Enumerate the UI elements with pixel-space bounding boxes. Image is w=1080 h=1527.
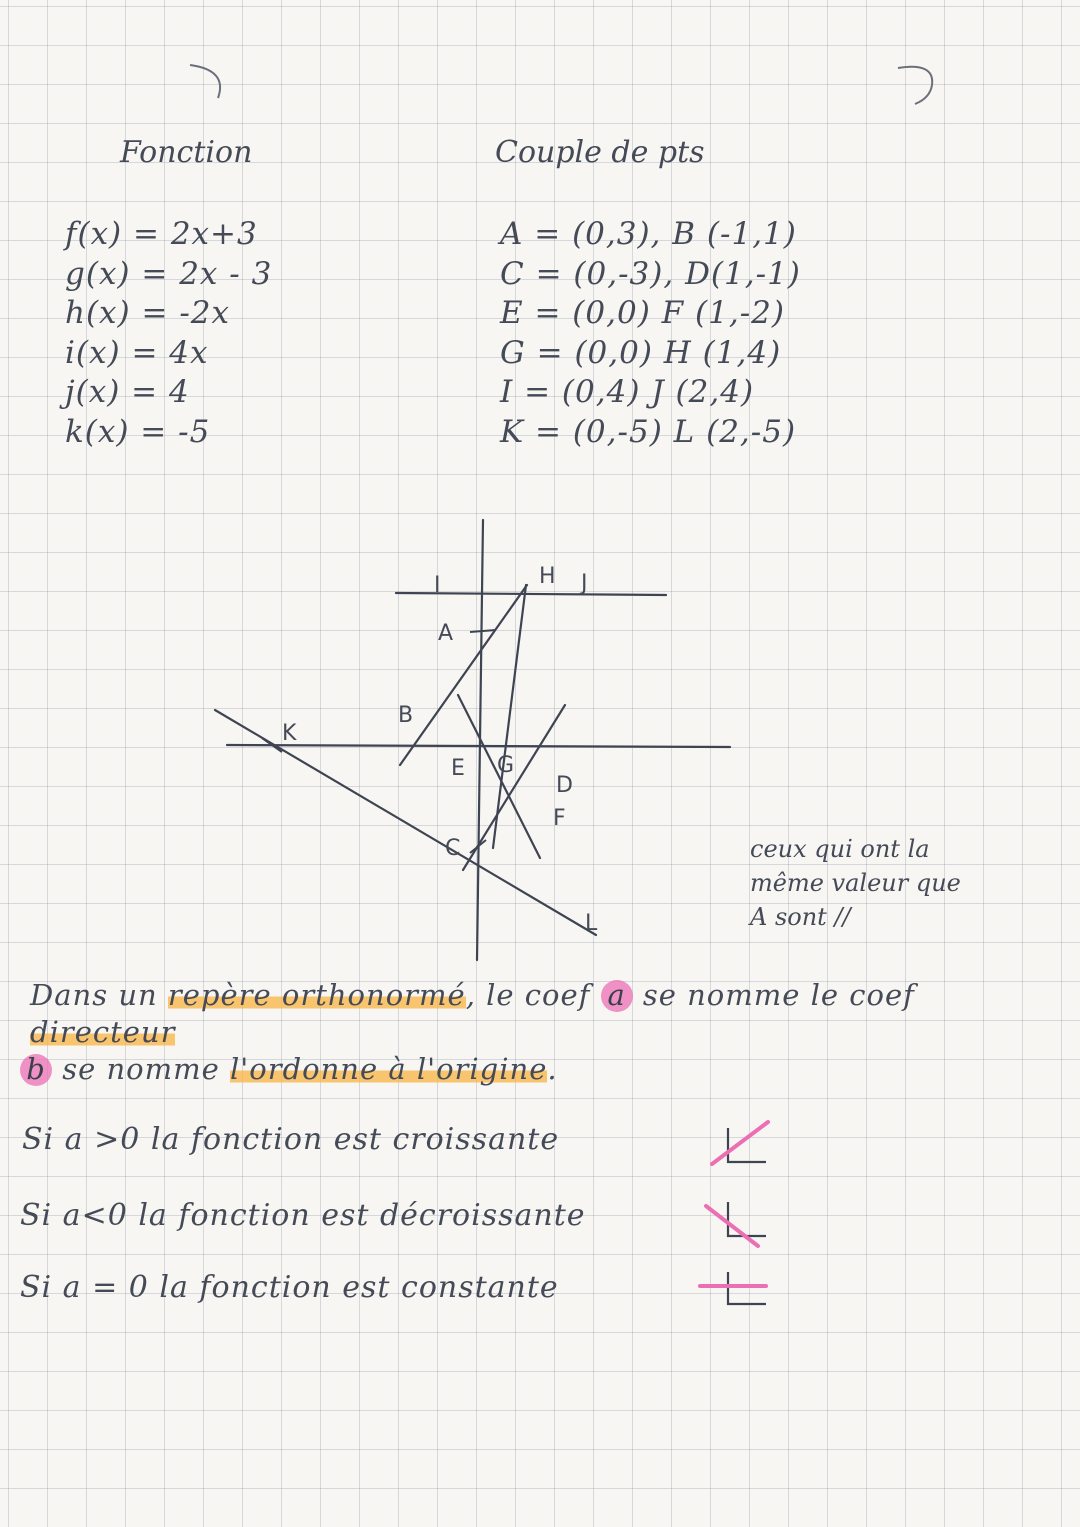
text: se nomme: [62, 1052, 220, 1086]
x-axis: [227, 745, 730, 747]
function-item: i(x) = 4x: [65, 334, 209, 371]
slope-sketch-increasing: [712, 1122, 768, 1164]
pair-item: I = (0,4) J (2,4): [500, 374, 755, 410]
pair-item: E = (0,0) F (1,-2): [500, 295, 785, 331]
function-item: h(x) = -2x: [65, 295, 230, 331]
function-item: k(x) = -5: [65, 413, 211, 450]
label-b: B: [398, 703, 414, 728]
text: .: [547, 1052, 558, 1086]
label-l: L: [585, 911, 598, 936]
label-g: G: [497, 753, 515, 778]
function-item: j(x) = 4: [65, 374, 190, 410]
highlight-ordonnee: l'ordonne à l'origine: [230, 1052, 548, 1086]
side-note-line: ceux qui ont la: [750, 835, 930, 863]
text: se nomme le coef: [642, 978, 915, 1012]
side-note: [750, 832, 961, 934]
text: Dans un: [30, 978, 158, 1012]
label-c: C: [445, 836, 461, 861]
label-e: E: [451, 756, 465, 781]
line-f: [400, 585, 527, 765]
pencil-mark-left: [190, 65, 220, 98]
highlight-repere: repère orthonormé: [167, 978, 466, 1012]
label-a: A: [438, 621, 454, 646]
function-item: f(x) = 2x+3: [65, 216, 258, 252]
line-k: [215, 710, 596, 935]
rule-increasing: Si a >0 la fonction est croissante: [22, 1122, 560, 1157]
point-a-mark: [470, 630, 496, 632]
pencil-mark-right: [898, 67, 932, 104]
pair-item: G = (0,0) H (1,4): [500, 334, 782, 371]
circled-a: a: [601, 980, 633, 1012]
highlight-directeur: directeur: [30, 1015, 176, 1049]
slope-sketch-constant: [700, 1272, 766, 1304]
pairs-header: Couple de pts: [495, 135, 705, 170]
label-j: J: [581, 571, 588, 596]
pair-item: C = (0,-3), D(1,-1): [500, 255, 801, 292]
label-f: F: [553, 806, 566, 831]
side-note-line: même valeur que: [750, 869, 961, 897]
pair-item: K = (0,-5) L (2,-5): [500, 413, 797, 450]
text: , le coef: [465, 978, 591, 1012]
side-note-line: A sont //: [750, 903, 851, 931]
paragraph-line-3: [20, 1052, 558, 1086]
circled-b: b: [20, 1054, 52, 1086]
pair-item: A = (0,3), B (-1,1): [500, 216, 797, 252]
label-d: D: [556, 773, 573, 798]
rule-constant: Si a = 0 la fonction est constante: [20, 1270, 559, 1305]
paragraph-line-2: [30, 1015, 175, 1049]
label-i: I: [434, 573, 441, 598]
functions-header: Fonction: [120, 135, 253, 170]
function-item: g(x) = 2x - 3: [65, 255, 273, 292]
paragraph-line-1: [30, 978, 915, 1012]
label-h: H: [539, 564, 556, 589]
rule-decreasing: Si a<0 la fonction est décroissante: [20, 1198, 586, 1233]
slope-sketch-decreasing: [706, 1202, 766, 1246]
label-k: K: [282, 721, 297, 746]
